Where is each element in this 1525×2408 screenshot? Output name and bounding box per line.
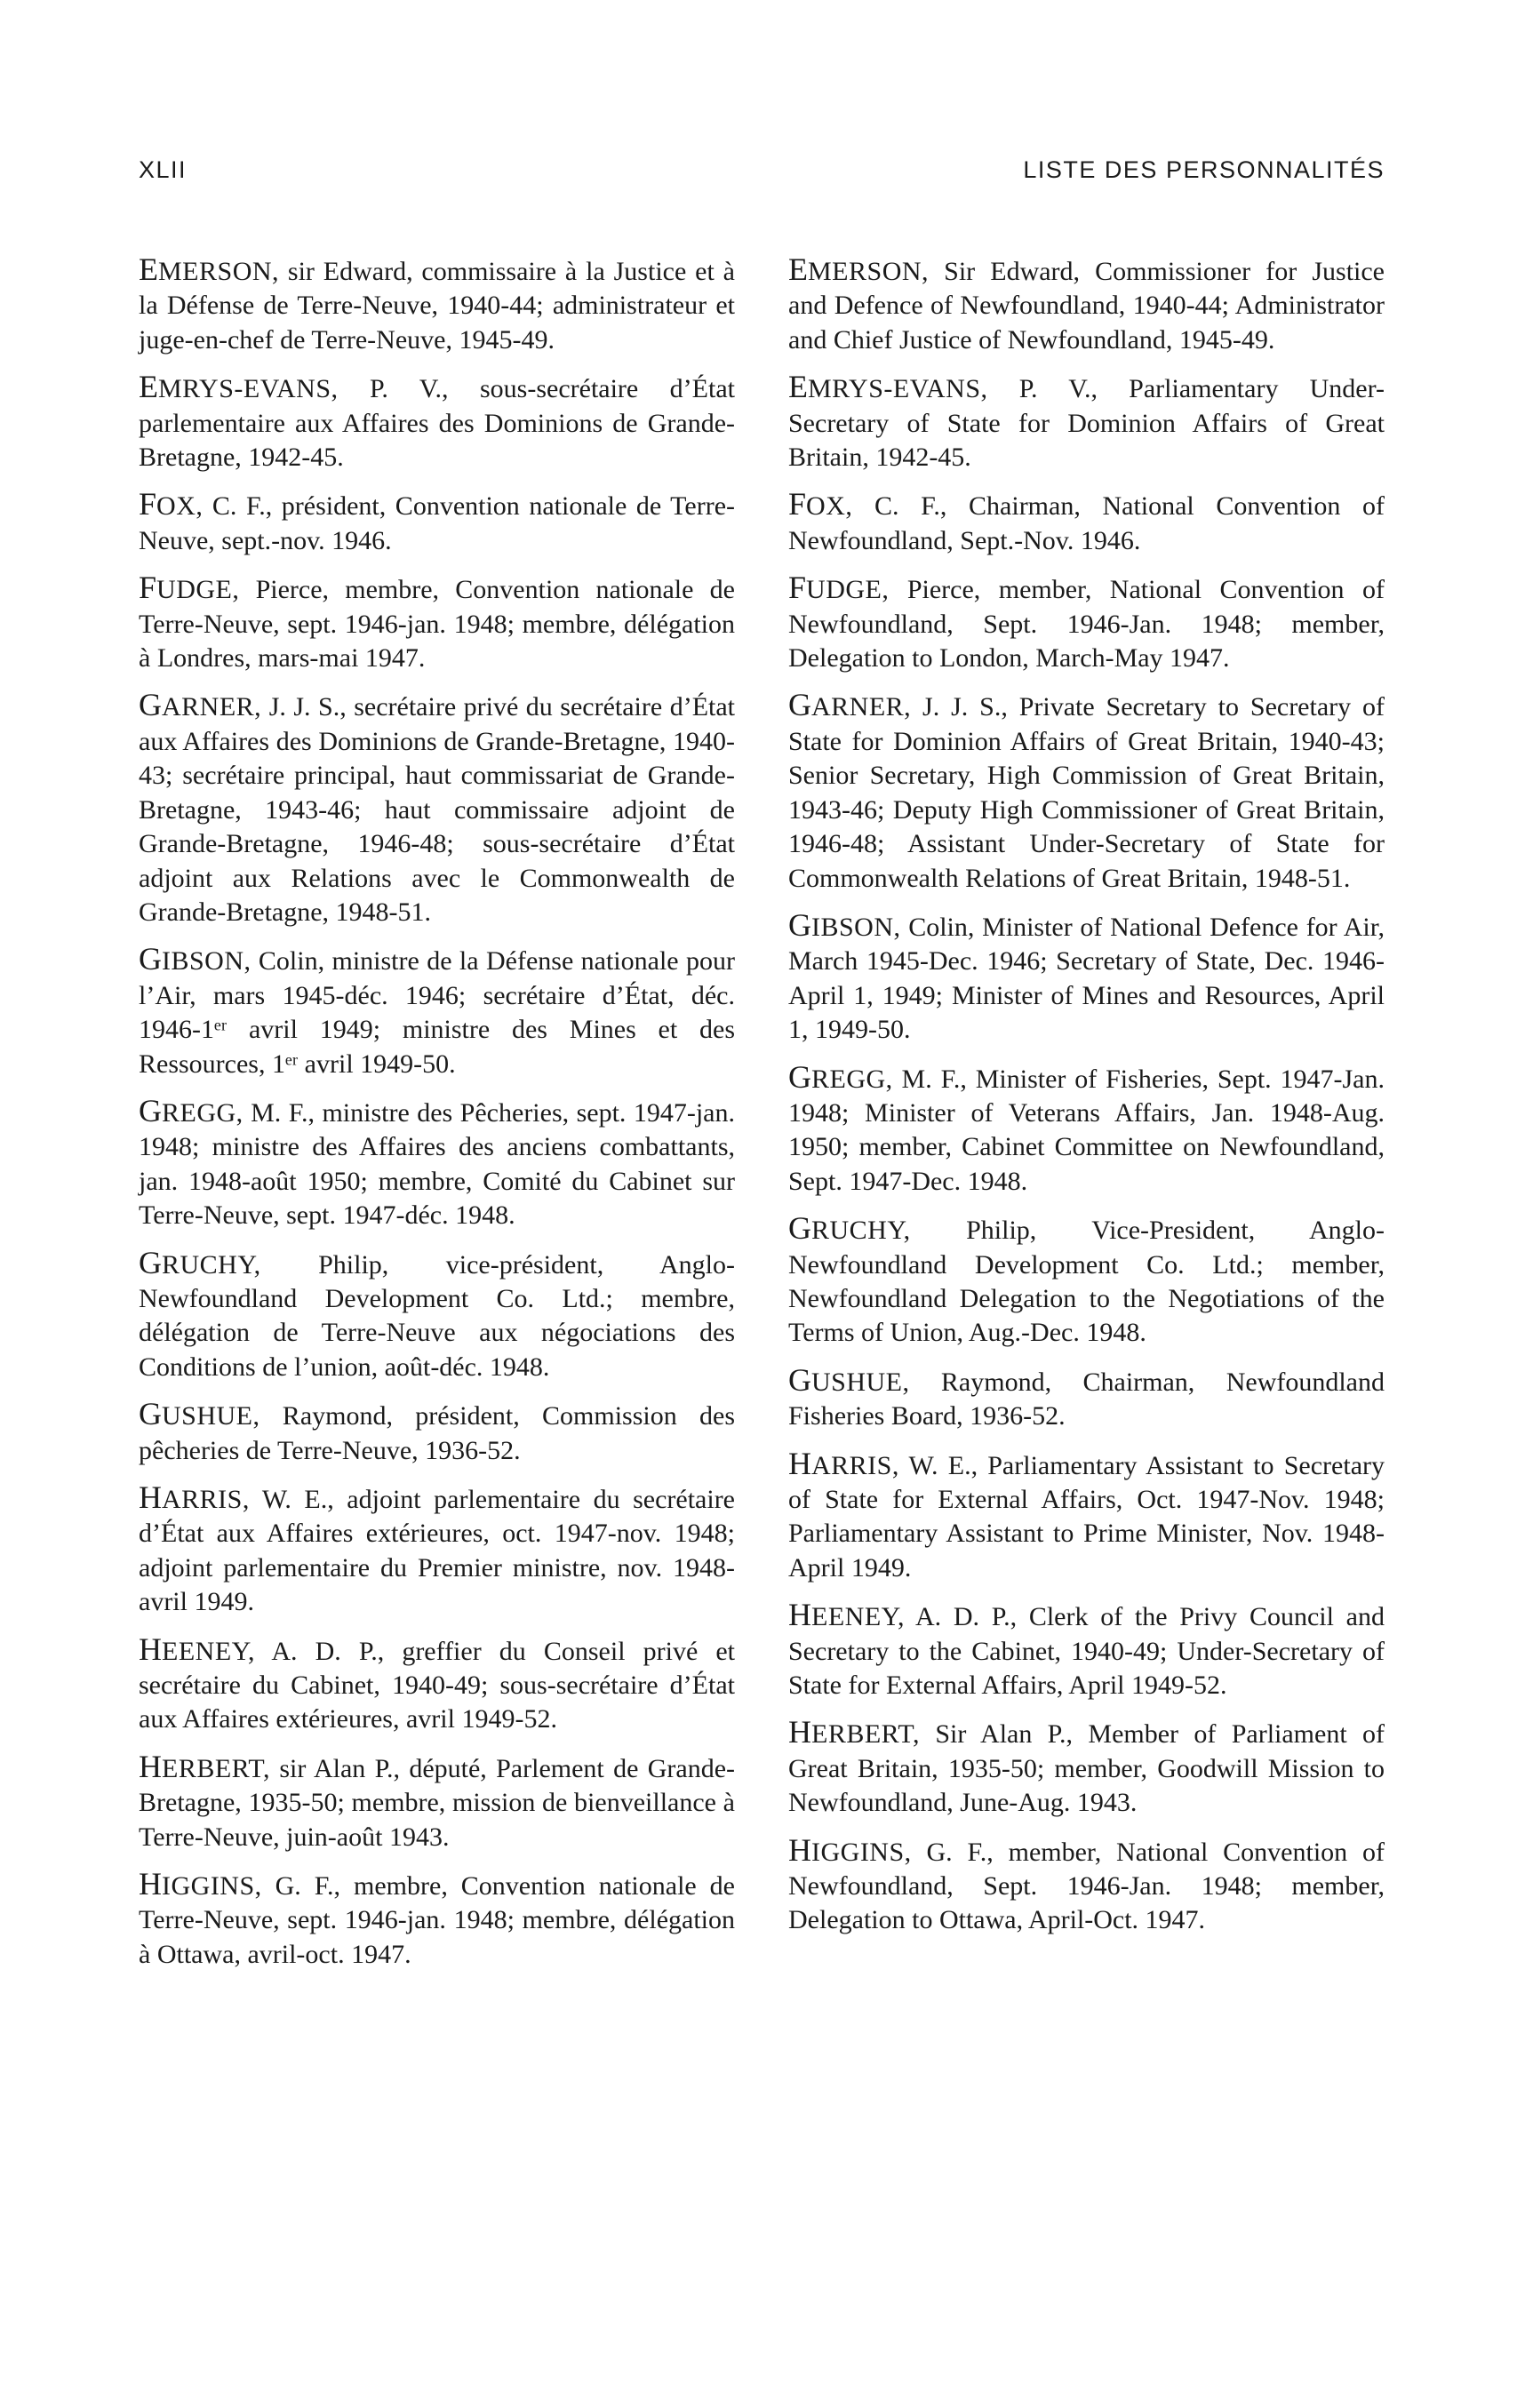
surname-initial: H xyxy=(788,1714,811,1750)
surname-rest: ARNER, xyxy=(811,692,912,722)
en-entry xyxy=(788,1598,1385,1702)
surname-rest: IBSON, xyxy=(811,912,901,942)
surname-initial: G xyxy=(139,941,162,977)
en-entry xyxy=(788,1211,1385,1351)
entry-surname xyxy=(788,1714,920,1750)
surname-rest: ARRIS, xyxy=(811,1450,899,1480)
french-column xyxy=(139,252,735,1984)
entry-description: Pierce, membre, Convention nationale de Terre-Neuve, sept. 1946-jan. 1948; membre, délégation à Londres, mars-mai 1947. xyxy=(139,575,735,674)
entry-surname xyxy=(139,570,239,605)
entry-surname xyxy=(788,1446,899,1481)
fr-entry xyxy=(139,688,735,929)
fr-entry xyxy=(139,1632,735,1737)
entry-surname xyxy=(139,1749,270,1784)
entry-description: Pierce, member, National Convention of Newfoundland, Sept. 1946-Jan. 1948; member, Delegation to London, March-May 1947. xyxy=(788,575,1385,674)
fr-entry xyxy=(139,252,735,357)
english-column xyxy=(788,252,1385,1950)
en-entry xyxy=(788,487,1385,558)
en-entry xyxy=(788,252,1385,357)
surname-rest: MERSON, xyxy=(808,257,930,286)
running-head xyxy=(139,156,1385,192)
entry-description: M. F., Minister of Fisheries, Sept. 1947-Jan. 1948; Minister of Veterans Affairs, Jan. 1948-Aug. 1950; member, Cabinet Committee on Newfoundland, Sept. 1947-Dec. 1948. xyxy=(788,1064,1385,1196)
entry-description: P. V., Parliamentary Under-Secretary of State for Dominion Affairs of Great Britain, 1942-45. xyxy=(788,374,1385,473)
entry-surname xyxy=(139,486,203,522)
surname-rest: EENEY, xyxy=(162,1636,255,1666)
entry-description: M. F., ministre des Pêcheries, sept. 1947-jan. 1948; ministre des Affaires des anciens combattants, jan. 1948-août 1950; membre, Comité du Cabinet sur Terre-Neuve, sept. 1947-déc. 1948. xyxy=(139,1097,735,1231)
entry-description: Colin, Minister of National Defence for Air, March 1945-Dec. 1946; Secretary of State, Dec. 1946-April 1, 1949; Minister of Mines and Resources, April 1, 1949-50. xyxy=(788,912,1385,1045)
entry-description: C. F., Chairman, National Convention of Newfoundland, Sept.-Nov. 1946. xyxy=(788,491,1385,555)
surname-initial: G xyxy=(788,687,811,723)
fr-entry xyxy=(139,1867,735,1972)
entry-surname xyxy=(788,1832,912,1868)
surname-initial: H xyxy=(788,1445,811,1481)
fr-entry xyxy=(139,487,735,558)
surname-initial: F xyxy=(139,486,157,522)
entry-surname xyxy=(788,570,889,605)
entry-description: P. V., sous-secrétaire d’État parlementaire aux Affaires des Dominions de Grande-Bretagne, 1942-45. xyxy=(139,374,735,473)
surname-rest: IBSON, xyxy=(162,946,252,977)
en-entry xyxy=(788,1833,1385,1938)
entry-surname xyxy=(139,1866,262,1902)
surname-rest: OX, xyxy=(806,491,853,522)
entry-description: sir Edward, commissaire à la Justice et à la Défense de Terre-Neuve, 1940-44; administrateur et juge-en-chef de Terre-Neuve, 1945-49. xyxy=(139,257,735,355)
entry-description: C. F., président, Convention nationale de Terre-Neuve, sept.-nov. 1946. xyxy=(139,491,735,555)
surname-initial: G xyxy=(788,1210,811,1247)
surname-initial: E xyxy=(139,369,158,405)
entry-surname xyxy=(788,1059,893,1095)
surname-rest: MRYS-EVANS, xyxy=(808,374,988,404)
page-number: XLII xyxy=(139,156,188,183)
entry-surname xyxy=(139,687,261,722)
surname-rest: UDGE, xyxy=(156,575,240,605)
entry-description: J. J. S., secrétaire privé du secrétaire d’État aux Affaires des Dominions de Grande-Bretagne, 1940-43; secrétaire principal, haut commissariat de Grande-Bretagne, 1943-46; haut commissaire adjoint de Grande-Bretagne, 1946-48; sous-secrétaire d’État adjoint aux Relations avec le Commonwealth de Grande-Bretagne, 1948-51. xyxy=(139,692,735,927)
surname-initial: E xyxy=(139,251,158,287)
en-entry xyxy=(788,1715,1385,1820)
fr-entry xyxy=(139,1397,735,1468)
entry-description: J. J. S., Private Secretary to Secretary of State for Dominion Affairs of Great Britain, 1940-43; Senior Secretary, High Commission of Great Britain, 1943-46; Deputy High Commissioner of Great Britain, 1946-48; Assistant Under-Secretary of State for Commonwealth Relations of Great Britain, 1948-51. xyxy=(788,692,1385,893)
entry-surname xyxy=(139,1479,250,1515)
en-entry xyxy=(788,908,1385,1048)
section-title: LISTE DES PERSONNALITÉS xyxy=(1023,156,1385,183)
surname-rest: ERBERT, xyxy=(162,1753,270,1783)
surname-initial: F xyxy=(139,570,157,606)
entry-description: W. E., adjoint parlementaire du secrétaire d’État aux Affaires extérieures, oct. 1947-nov. 1948; adjoint parlementaire du Premier ministre, nov. 1948-avril 1949. xyxy=(139,1485,735,1617)
surname-rest: OX, xyxy=(156,491,204,522)
entry-description: Philip, vice-président, Anglo-Newfoundland Development Co. Ltd.; membre, délégation de Terre-Neuve aux négociations des Conditions de l’union, août-déc. 1948. xyxy=(139,1249,735,1382)
surname-rest: USHUE, xyxy=(162,1401,260,1431)
entry-description: Colin, ministre de la Défense nationale pour l’Air, mars 1945-déc. 1946; secrétaire d’État, déc. 1946-1ᵉʳ avril 1949; ministre des Mines et des Ressources, 1ᵉʳ avril 1949-50. xyxy=(139,946,735,1079)
surname-rest: USHUE, xyxy=(811,1367,910,1397)
surname-rest: UDGE, xyxy=(806,575,890,605)
entry-surname xyxy=(139,1396,260,1431)
surname-rest: RUCHY, xyxy=(162,1249,261,1280)
surname-rest: REGG, xyxy=(811,1064,893,1094)
surname-initial: G xyxy=(788,1058,811,1095)
surname-initial: H xyxy=(139,1748,162,1784)
surname-rest: IGGINS, xyxy=(162,1871,262,1902)
entry-surname xyxy=(788,687,911,722)
entry-description: Sir Edward, Commissioner for Justice and Defence of Newfoundland, 1940-44; Administrator and Chief Justice of Newfoundland, 1945-49. xyxy=(788,257,1385,355)
entry-description: Raymond, Chairman, Newfoundland Fisheries Board, 1936-52. xyxy=(788,1367,1385,1431)
surname-rest: MRYS-EVANS, xyxy=(158,374,339,404)
entry-surname xyxy=(139,1245,261,1280)
entry-surname xyxy=(788,251,929,287)
fr-entry xyxy=(139,1094,735,1233)
surname-initial: E xyxy=(788,251,808,287)
surname-rest: ARRIS, xyxy=(162,1485,250,1514)
entry-description: Philip, Vice-President, Anglo-Newfoundland Development Co. Ltd.; member, Newfoundland Delegation to the Negotiations of the Terms of Union, Aug.-Dec. 1948. xyxy=(788,1216,1385,1348)
fr-entry xyxy=(139,1246,735,1385)
surname-initial: H xyxy=(139,1866,162,1902)
entry-surname xyxy=(788,907,901,943)
surname-initial: E xyxy=(788,369,808,405)
surname-initial: G xyxy=(139,1244,162,1280)
fr-entry xyxy=(139,1750,735,1854)
surname-rest: IGGINS, xyxy=(811,1837,912,1867)
entry-description: Sir Alan P., Member of Parliament of Great Britain, 1935-50; member, Goodwill Mission to Newfoundland, June-Aug. 1943. xyxy=(788,1719,1385,1818)
entry-surname xyxy=(139,369,339,404)
entry-surname xyxy=(139,251,279,287)
entry-description: W. E., Parliamentary Assistant to Secretary of State for External Affairs, Oct. 1947-Nov. 1948; Parliamentary Assistant to Prime Minister, Nov. 1948-April 1949. xyxy=(788,1450,1385,1583)
surname-initial: H xyxy=(788,1597,811,1633)
surname-rest: EENEY, xyxy=(811,1602,905,1632)
surname-initial: G xyxy=(139,687,162,723)
surname-initial: G xyxy=(788,906,811,943)
surname-initial: H xyxy=(788,1831,811,1868)
entry-surname xyxy=(139,1093,244,1128)
fr-entry xyxy=(139,1480,735,1620)
en-entry xyxy=(788,1363,1385,1434)
surname-initial: G xyxy=(139,1396,162,1432)
entry-surname xyxy=(139,1631,255,1667)
surname-initial: F xyxy=(788,570,807,606)
surname-initial: H xyxy=(139,1479,162,1515)
surname-initial: G xyxy=(788,1361,811,1398)
fr-entry xyxy=(139,370,735,474)
en-entry xyxy=(788,570,1385,675)
en-entry xyxy=(788,688,1385,895)
entry-description: sir Alan P., député, Parlement de Grande-Bretagne, 1935-50; membre, mission de bienveillance à Terre-Neuve, juin-août 1943. xyxy=(139,1753,735,1852)
surname-initial: F xyxy=(788,486,807,522)
en-entry xyxy=(788,1060,1385,1200)
entry-surname xyxy=(788,1210,911,1246)
entry-description: A. D. P., greffier du Conseil privé et secrétaire du Cabinet, 1940-49; sous-secrétaire d’État aux Affaires extérieures, avril 1949-52. xyxy=(139,1636,735,1734)
fr-entry xyxy=(139,942,735,1081)
entry-description: A. D. P., Clerk of the Privy Council and Secretary to the Cabinet, 1940-49; Under-Secretary of State for External Affairs, April 1949-52. xyxy=(788,1602,1385,1701)
surname-rest: REGG, xyxy=(162,1097,244,1128)
surname-rest: ARNER, xyxy=(162,692,262,722)
entry-surname xyxy=(788,486,852,522)
entry-surname xyxy=(788,369,988,404)
entry-surname xyxy=(788,1597,905,1632)
entry-description: G. F., membre, Convention nationale de Terre-Neuve, sept. 1946-jan. 1948; membre, délégation à Ottawa, avril-oct. 1947. xyxy=(139,1871,735,1969)
entry-surname xyxy=(139,941,252,977)
en-entry xyxy=(788,1447,1385,1586)
entry-description: Raymond, président, Commission des pêcheries de Terre-Neuve, 1936-52. xyxy=(139,1401,735,1465)
surname-rest: MERSON, xyxy=(158,257,280,286)
surname-rest: RUCHY, xyxy=(811,1216,911,1246)
fr-entry xyxy=(139,570,735,675)
surname-rest: ERBERT, xyxy=(811,1719,920,1750)
entry-surname xyxy=(788,1362,910,1398)
entry-description: G. F., member, National Convention of Newfoundland, Sept. 1946-Jan. 1948; member, Delegation to Ottawa, April-Oct. 1947. xyxy=(788,1837,1385,1935)
en-entry xyxy=(788,370,1385,474)
surname-initial: H xyxy=(139,1631,162,1667)
surname-initial: G xyxy=(139,1092,162,1128)
